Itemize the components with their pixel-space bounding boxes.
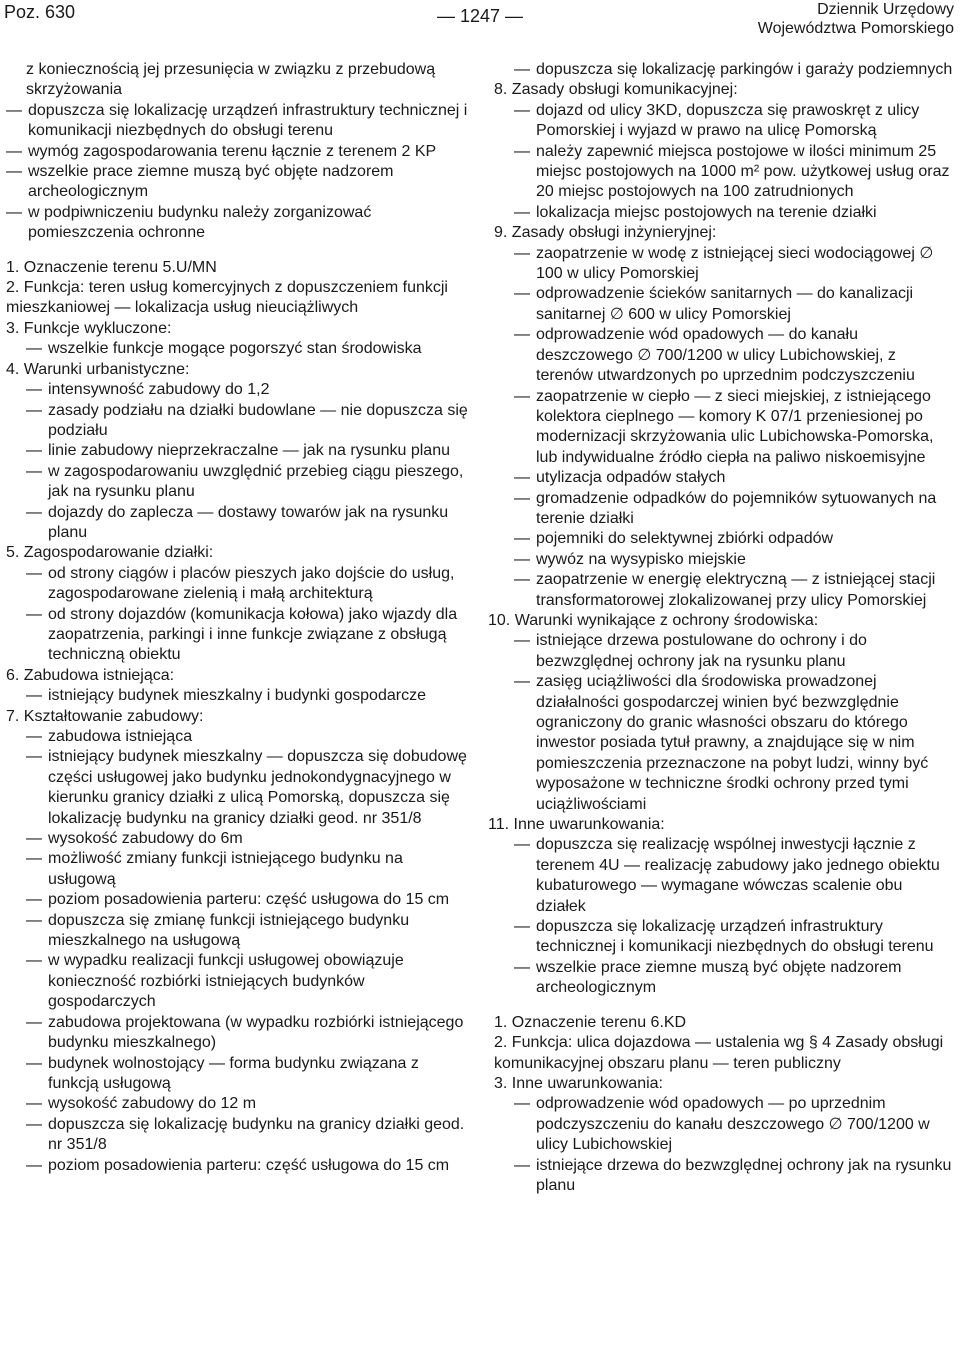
list-item: — linie zabudowy nieprzekraczalne — jak na rysunku planu (26, 441, 468, 461)
list-item: — dopuszcza się zmianę funkcji istniejącego budynku mieszkalnego na usługową (26, 911, 468, 952)
intro-continuation: z koniecznością jej przesunięcia w związku z przebudową skrzyżowania (26, 61, 436, 99)
list-item: — wysokość zabudowy do 6m (26, 829, 468, 849)
section-8-title: 8. Zasady obsługi komunikacyjnej: (494, 81, 738, 99)
list-item: — dopuszcza się realizację wspólnej inwestycji łącznie z terenem 4U — realizację zabudowy jako jednego obiektu kubaturowego — wymagane wówczas scalenie obu działek (514, 835, 956, 917)
list-item: — istniejące drzewa postulowane do ochrony i do bezwzględnej ochrony jak na rysunku planu (514, 631, 956, 672)
section-b3-title: 3. Inne uwarunkowania: (494, 1074, 663, 1092)
list-item: — odprowadzenie ścieków sanitarnych — do kanalizacji sanitarnej ∅ 600 w ulicy Pomorskiej (514, 284, 956, 325)
list-item: — wszelkie funkcje mogące pogorszyć stan środowiska (26, 339, 468, 359)
journal-title (758, 0, 954, 38)
list-item: — dopuszcza się lokalizację urządzeń infrastruktury technicznej i komunikacji niezbędnych do obsługi terenu (6, 101, 468, 142)
position-number: Poz. 630 (4, 2, 76, 22)
list-item: — dopuszcza się lokalizację budynku na granicy działki geod. nr 351/8 (26, 1115, 468, 1156)
section-10-title: 10. Warunki wynikające z ochrony środowiska: (488, 611, 819, 629)
list-item: — zaopatrzenie w energię elektryczną — z istniejącej stacji transformatorowej zlokalizowanej przy ulicy Pomorskiej (514, 570, 956, 611)
left-column (6, 60, 468, 1176)
list-item: — wszelkie prace ziemne muszą być objęte nadzorem archeologicznym (6, 162, 468, 203)
list-item: — istniejący budynek mieszkalny i budynki gospodarcze (26, 686, 468, 706)
list-item: — wywóz na wysypisko miejskie (514, 550, 956, 570)
section-5-title: 5. Zagospodarowanie działki: (6, 544, 214, 562)
section-2: 2. Funkcja: teren usług komercyjnych z dopuszczeniem funkcji mieszkaniowej — lokalizacja usług nieuciążliwych (6, 279, 448, 317)
list-item: — w podpiwniczeniu budynku należy zorganizować pomieszczenia ochronne (6, 203, 468, 244)
list-item: — istniejący budynek mieszkalny — dopuszcza się dobudowę części usługowej jako budynku jednokondygnacyjnego w kierunku granicy działki z ulicą Pomorską, dopuszcza się lokalizację budynku na granicy działki geod. nr 351/8 (26, 747, 468, 829)
list-item: — odprowadzenie wód opadowych — po uprzednim podczyszczeniu do kanału deszczowego ∅ 700/1200 w ulicy Lubichowskiej (514, 1094, 956, 1155)
list-item: — dopuszcza się lokalizację parkingów i garaży podziemnych (514, 60, 956, 80)
section-6-title: 6. Zabudowa istniejąca: (6, 666, 175, 684)
list-item: — zabudowa projektowana (w wypadku rozbiórki istniejącego budynku mieszkalnego) (26, 1013, 468, 1054)
page-header (0, 0, 960, 44)
list-item: — pojemniki do selektywnej zbiórki odpadów (514, 529, 956, 549)
journal-title-line1: Dziennik Urzędowy (817, 1, 954, 18)
list-item: — wysokość zabudowy do 12 m (26, 1094, 468, 1114)
section-4-title: 4. Warunki urbanistyczne: (6, 360, 190, 378)
list-item: — możliwość zmiany funkcji istniejącego budynku na usługową (26, 849, 468, 890)
list-item: — odprowadzenie wód opadowych — do kanału deszczowego ∅ 700/1200 w ulicy Lubichowskiej, z terenów utwardzonych po uprzednim podczyszczeniu (514, 325, 956, 386)
list-item: — od strony ciągów i placów pieszych jako dojście do usług, zagospodarowane zielenią i małą architekturą (26, 564, 468, 605)
list-item: — dopuszcza się lokalizację urządzeń infrastruktury technicznej i komunikacji niezbędnych do obsługi terenu (514, 917, 956, 958)
section-b1: 1. Oznaczenie terenu 6.KD (494, 1013, 687, 1031)
list-item: — wymóg zagospodarowania terenu łącznie z terenem 2 KP (6, 142, 468, 162)
section-b2: 2. Funkcja: ulica dojazdowa — ustalenia wg § 4 Zasady obsługi komunikacyjnej obszaru planu — teren publiczny (494, 1034, 944, 1072)
page-number: — 1247 — (436, 6, 524, 26)
list-item: — zabudowa istniejąca (26, 727, 468, 747)
journal-title-line2: Województwa Pomorskiego (757, 20, 954, 37)
list-item: — zasady podziału na działki budowlane — nie dopuszcza się podziału (26, 401, 468, 442)
list-item: — w zagospodarowaniu uwzględnić przebieg ciągu pieszego, jak na rysunku planu (26, 462, 468, 503)
list-item: — w wypadku realizacji funkcji usługowej obowiązuje konieczność rozbiórki istniejących budynków gospodarczych (26, 951, 468, 1012)
list-item: — poziom posadowienia parteru: część usługowa do 15 cm (26, 1156, 468, 1176)
list-item: — zasięg uciążliwości dla środowiska prowadzonej działalności gospodarczej winien być bezwzględnie ograniczony do granic własności obszaru do którego inwestor posiada tytuł prawny, a znajdujące się w nim pomieszczenia przeznaczone na pobyt ludzi, winny być wyposażone w techniczne środki ochrony przed tymi uciążliwościami (514, 672, 956, 815)
section-7-title: 7. Kształtowanie zabudowy: (6, 707, 204, 725)
list-item: — poziom posadowienia parteru: część usługowa do 15 cm (26, 890, 468, 910)
list-item: — dojazdy do zaplecza — dostawy towarów jak na rysunku planu (26, 503, 468, 544)
list-item: — utylizacja odpadów stałych (514, 468, 956, 488)
right-column (488, 60, 956, 1196)
list-item: — budynek wolnostojący — forma budynku związana z funkcją usługową (26, 1054, 468, 1095)
section-11-title: 11. Inne uwarunkowania: (488, 816, 665, 834)
list-item: — zaopatrzenie w ciepło — z sieci miejskiej, z istniejącego kolektora cieplnego — komory K 07/1 przeniesionej po modernizacji skrzyżowania ulic Lubichowska-Pomorska, lub indywidualne źródło ciepła na paliwo niskoemisyjne (514, 387, 956, 469)
section-1: 1. Oznaczenie terenu 5.U/MN (6, 258, 217, 276)
list-item: — wszelkie prace ziemne muszą być objęte nadzorem archeologicznym (514, 958, 956, 999)
list-item: — gromadzenie odpadków do pojemników sytuowanych na terenie działki (514, 489, 956, 530)
list-item: — dojazd od ulicy 3KD, dopuszcza się prawoskręt z ulicy Pomorskiej i wyjazd w prawo na ulicę Pomorską (514, 101, 956, 142)
section-9-title: 9. Zasady obsługi inżynieryjnej: (494, 224, 717, 242)
list-item: — zaopatrzenie w wodę z istniejącej sieci wodociągowej ∅ 100 w ulicy Pomorskiej (514, 244, 956, 285)
list-item: — istniejące drzewa do bezwzględnej ochrony jak na rysunku planu (514, 1156, 956, 1197)
list-item: — intensywność zabudowy do 1,2 (26, 380, 468, 400)
list-item: — lokalizacja miejsc postojowych na terenie działki (514, 203, 956, 223)
list-item: — należy zapewnić miejsca postojowe w ilości minimum 25 miejsc postojowych na 1000 m² pow. użytkowej usług oraz 20 miejsc postojowych na 100 zatrudnionych (514, 142, 956, 203)
list-item: — od strony dojazdów (komunikacja kołowa) jako wjazdy dla zaopatrzenia, parkingi i inne funkcje związane z obsługą techniczną obiektu (26, 605, 468, 666)
section-3-title: 3. Funkcje wykluczone: (6, 319, 172, 337)
